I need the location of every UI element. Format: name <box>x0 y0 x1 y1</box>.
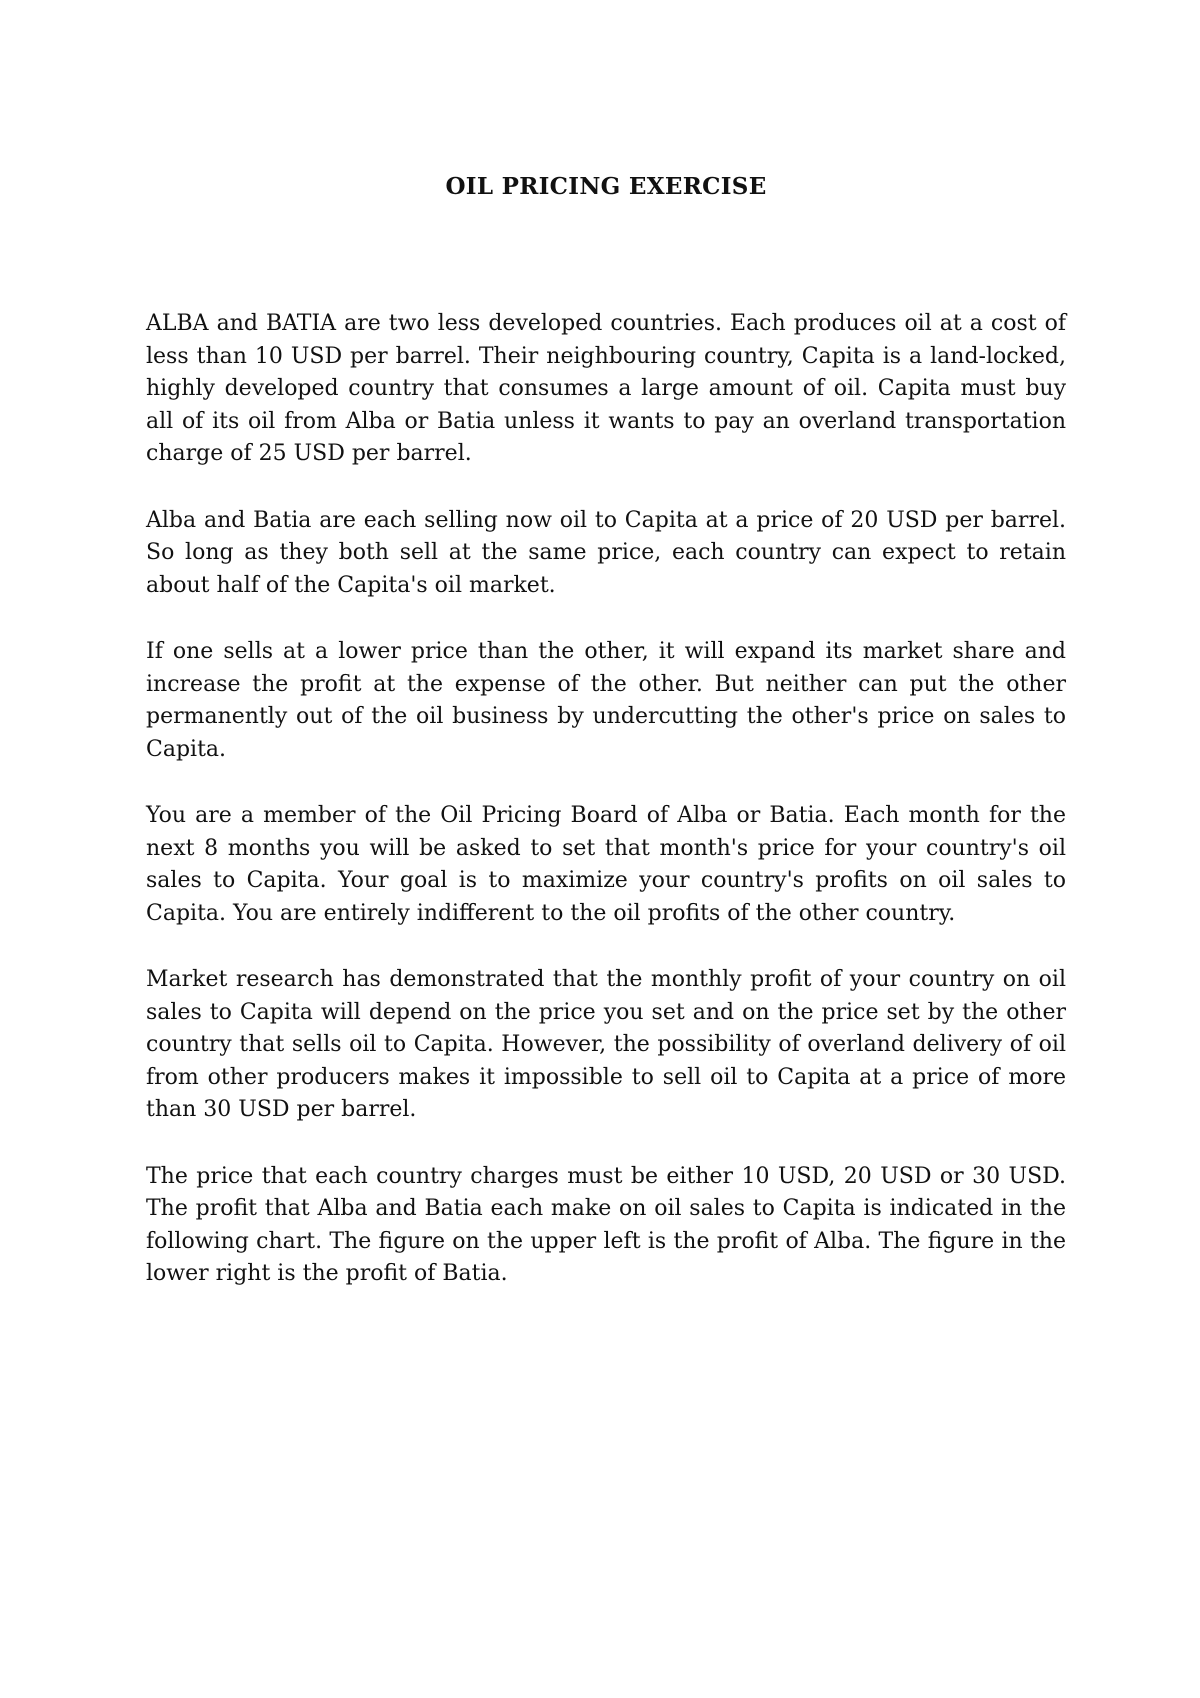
paragraph-6: The price that each country charges must be either 10 USD, 20 USD or 30 USD. The profit that Alba and Batia each make on oil sales to Capita is indicated in the following chart. The figure on the upper left is the profit of Alba. The figure in the lower right is the profit of Batia. <box>146 1163 1066 1286</box>
paragraph-2: Alba and Batia are each selling now oil to Capita at a price of 20 USD per barrel. So long as they both sell at the same price, each country can expect to retain about half of the Capita's oil market. <box>146 507 1066 598</box>
paragraph-3: If one sells at a lower price than the other, it will expand its market share and increase the profit at the expense of the other. But neither can put the other permanently out of the oil business by undercutting the other's price on sales to Capita. <box>146 639 1066 762</box>
paragraph-1: ALBA and BATIA are two less developed countries. Each produces oil at a cost of less than 10 USD per barrel. Their neighbouring country, Capita is a land-locked, highly developed country that consumes a large amount of oil. Capita must buy all of its oil from Alba or Batia unless it wants to pay an overland transportation charge of 25 USD per barrel. <box>146 311 1066 466</box>
paragraph-5: Market research has demonstrated that the monthly profit of your country on oil sales to Capita will depend on the price you set and on the price set by the other country that sells oil to Capita. However, the possibility of overland delivery of oil from other producers makes it impossible to sell oil to Capita at a price of more than 30 USD per barrel. <box>146 967 1066 1122</box>
document-body <box>146 308 1066 1291</box>
document-title: OIL PRICING EXERCISE <box>445 173 767 200</box>
paragraph-4: You are a member of the Oil Pricing Board of Alba or Batia. Each month for the next 8 months you will be asked to set that month's price for your country's oil sales to Capita. Your goal is to maximize your country's profits on oil sales to Capita. You are entirely indifferent to the oil profits of the other country. <box>146 803 1066 926</box>
